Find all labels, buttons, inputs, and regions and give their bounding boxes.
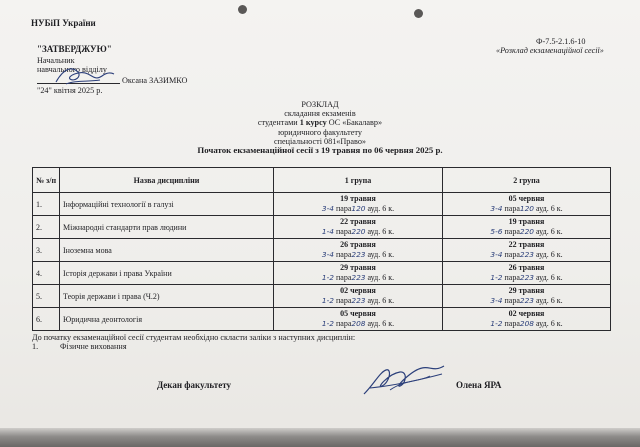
handwritten-pair: 3-4	[490, 250, 503, 259]
exam-date: 26 травня	[340, 240, 376, 249]
handwritten-pair: 1-2	[321, 319, 334, 328]
handwritten-room: 223	[519, 296, 534, 305]
exam-schedule-table	[32, 167, 611, 331]
handwritten-room: 223	[351, 273, 366, 282]
group-2-slot	[443, 193, 611, 216]
table-header-row	[33, 168, 611, 193]
exam-date: 02 червня	[340, 286, 376, 295]
handwritten-pair: 3-4	[490, 296, 503, 305]
handwritten-pair: 5-6	[490, 227, 503, 236]
row-number: 1.	[33, 193, 60, 216]
table-row	[33, 262, 611, 285]
row-number: 4.	[33, 262, 60, 285]
discipline-name: Інформаційні технології в галузі	[60, 193, 274, 216]
handwritten-pair: 1-2	[321, 273, 334, 282]
approval-date: "24" квітня 2025 р.	[37, 86, 103, 95]
col-header-number: № з/п	[33, 168, 60, 193]
exam-room: 5-6 пара220 ауд. 6 к.	[490, 227, 563, 236]
exam-date: 02 червня	[508, 309, 545, 318]
handwritten-room: 120	[519, 204, 534, 213]
table-row	[33, 285, 611, 308]
group-2-slot	[443, 285, 611, 308]
title-line-1: РОЗКЛАД	[301, 100, 339, 109]
dean-signature	[360, 360, 450, 400]
exam-room: 1-2 пара223 ауд. 6 к.	[321, 296, 395, 305]
group-1-slot	[274, 239, 443, 262]
exam-date: 22 травня	[340, 217, 376, 226]
credit-discipline: Фізичне виховання	[60, 342, 127, 351]
exam-room: 1-2 пара208 ауд. 6 к.	[490, 319, 563, 328]
discipline-name: Юридична деонтологія	[60, 308, 274, 331]
table-row	[33, 193, 611, 216]
table-row	[33, 216, 611, 239]
exam-date: 26 травня	[508, 263, 545, 272]
exam-date: 19 травня	[340, 194, 376, 203]
col-header-group-1: 1 група	[274, 168, 443, 193]
table-row	[33, 239, 611, 262]
org-name: НУБіП України	[31, 18, 96, 28]
handwritten-room: 223	[519, 250, 534, 259]
handwritten-pair: 1-4	[321, 227, 334, 236]
discipline-name: Теорія держави і права (Ч.2)	[60, 285, 274, 308]
handwritten-room: 220	[519, 227, 534, 236]
handwritten-pair: 1-2	[490, 319, 503, 328]
handwritten-pair: 3-4	[321, 250, 334, 259]
handwritten-pair: 1-2	[490, 273, 503, 282]
exam-room: 1-2 пара223 ауд. 6 к.	[321, 273, 395, 282]
exam-date: 05 червня	[340, 309, 376, 318]
approver-name: Оксана ЗАЗИМКО	[122, 76, 188, 85]
exam-room: 1-4 пара220 ауд. 6 к.	[321, 227, 395, 236]
group-1-slot	[274, 193, 443, 216]
discipline-name: Міжнародні стандарти прав людини	[60, 216, 274, 239]
exam-date: 29 травня	[340, 263, 376, 272]
handwritten-room: 220	[351, 227, 366, 236]
discipline-name: Іноземна мова	[60, 239, 274, 262]
group-2-slot	[443, 239, 611, 262]
table-row	[33, 308, 611, 331]
punch-hole	[238, 5, 247, 14]
exam-room: 3-4 пара223 ауд. 6 к.	[490, 296, 563, 305]
credits-note: До початку екзаменаційної сесії студентам необхідно скласти заліки з наступних дисциплін:	[32, 333, 356, 342]
scan-edge-shadow	[0, 428, 640, 447]
group-1-slot	[274, 285, 443, 308]
exam-room: 3-4 пара223 ауд. 6 к.	[490, 250, 563, 259]
approver-signature	[52, 62, 116, 88]
exam-date: 29 травня	[508, 286, 545, 295]
group-1-slot	[274, 262, 443, 285]
exam-date: 22 травня	[508, 240, 545, 249]
row-number: 5.	[33, 285, 60, 308]
title-line-5: спеціальності 081«Право»	[273, 137, 367, 146]
exam-room: 3-4 пара223 ауд. 6 к.	[321, 250, 395, 259]
form-code: Ф-7.5-2.1.6-10	[536, 37, 586, 46]
approve-stamp: "ЗАТВЕРДЖУЮ"	[37, 44, 112, 54]
handwritten-room: 223	[351, 250, 366, 259]
dean-label: Декан факультету	[157, 380, 232, 390]
handwritten-room: 208	[519, 319, 534, 328]
exam-room: 3-4 пара120 ауд. 6 к.	[321, 204, 395, 213]
approver-position: Начальник	[37, 56, 75, 65]
exam-date: 19 травня	[508, 217, 545, 226]
exam-room: 1-2 пара208 ауд. 6 к.	[321, 319, 395, 328]
credit-number: 1.	[32, 342, 39, 351]
row-number: 3.	[33, 239, 60, 262]
form-name: «Розклад екзаменаційної сесії»	[496, 46, 604, 55]
handwritten-pair: 3-4	[321, 204, 334, 213]
handwritten-pair: 1-2	[321, 296, 334, 305]
group-1-slot	[274, 216, 443, 239]
handwritten-room: 208	[351, 319, 366, 328]
title-line-2: складання екзаменів	[284, 109, 356, 118]
handwritten-room: 223	[519, 273, 534, 282]
handwritten-pair: 3-4	[490, 204, 503, 213]
title-line-4: юридичного факультету	[278, 128, 362, 137]
dean-name: Олена ЯРА	[456, 380, 502, 390]
discipline-name: Історія держави і права України	[60, 262, 274, 285]
punch-hole	[414, 9, 423, 18]
row-number: 2.	[33, 216, 60, 239]
col-header-discipline: Назва дисципліни	[60, 168, 274, 193]
group-2-slot	[443, 308, 611, 331]
group-1-slot	[274, 308, 443, 331]
row-number: 6.	[33, 308, 60, 331]
exam-room: 3-4 пара120 ауд. 6 к.	[490, 204, 563, 213]
exam-room: 1-2 пара223 ауд. 6 к.	[490, 273, 563, 282]
approver-department: навчального відділу	[37, 65, 107, 74]
group-2-slot	[443, 262, 611, 285]
exam-date: 05 червня	[508, 194, 545, 203]
group-2-slot	[443, 216, 611, 239]
session-period: Початок екзаменаційної сесії з 19 травня по 06 червня 2025 р.	[197, 145, 443, 155]
title-line-3: студентами 1 курсу ОС «Бакалавр»	[257, 118, 383, 127]
handwritten-room: 223	[351, 296, 366, 305]
col-header-group-2: 2 група	[443, 168, 611, 193]
handwritten-room: 120	[351, 204, 366, 213]
